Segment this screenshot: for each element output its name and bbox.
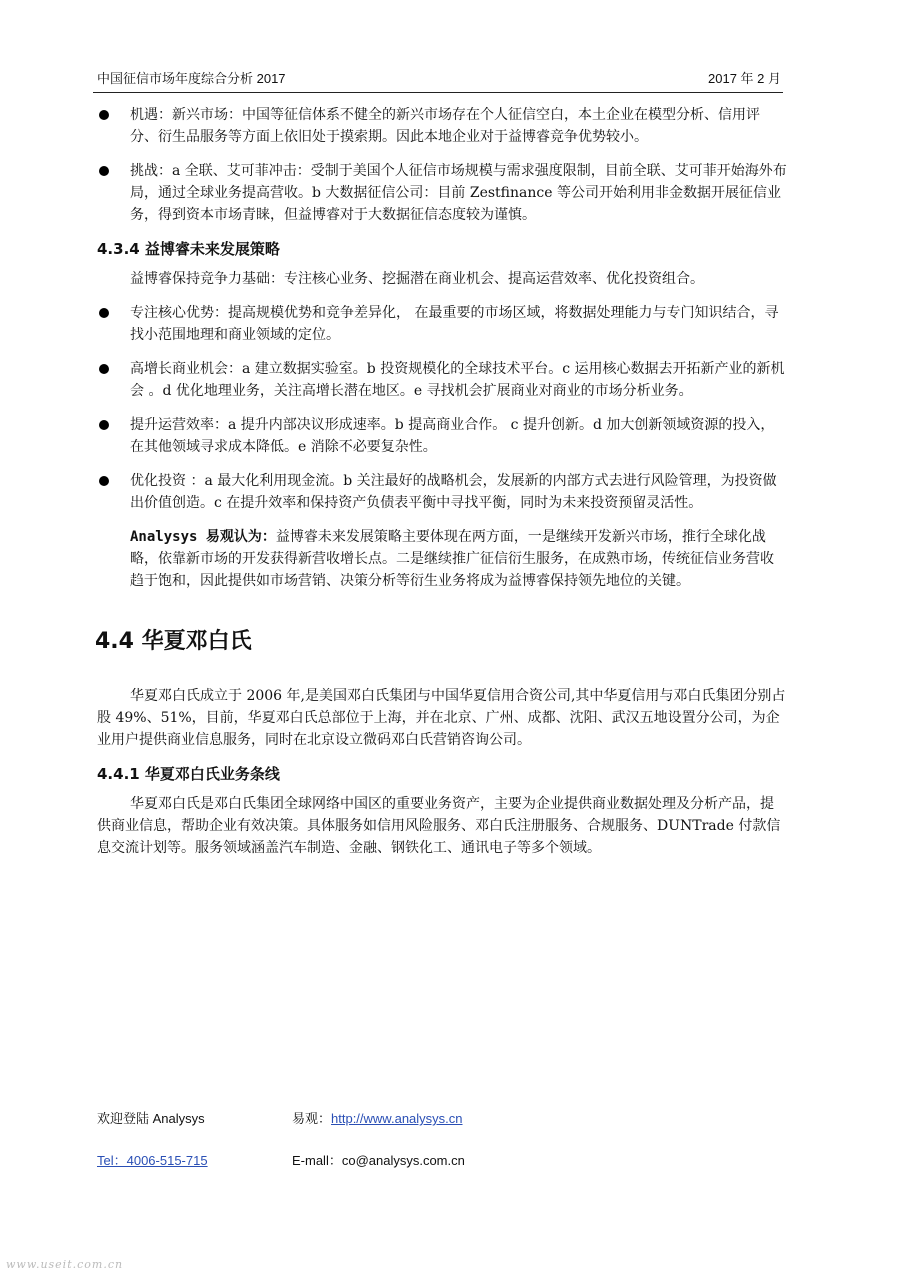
footer-welcome: 欢迎登陆 Analysys <box>97 1111 205 1126</box>
bullet-operational-efficiency <box>97 414 787 458</box>
bullet-text: 挑战：a 全联、艾可菲冲击：受制于美国个人征信市场规模与需求强度限制，目前全联、艾可菲开始海外布局，通过全球业务提高营收。b 大数据征信公司：目前 Zestfinance 等公司开始利用非金数据开展征信业务，得到资本市场青睐，但益博睿对于大数据征信态度较为谨慎。 <box>130 163 787 223</box>
bullet-dot-icon <box>99 166 109 176</box>
footer-email: E-mall：co@analysys.com.cn <box>292 1153 465 1168</box>
bullet-text: 优化投资 ：a 最大化利用现金流。b 关注最好的战略机会，发展新的内部方式去进行风险管理，为投资做出价值创造。c 在提升效率和保持资产负债表平衡中寻找平衡，同时为未来投资预留灵活性。 <box>130 473 777 511</box>
bullet-investment <box>97 470 787 514</box>
footer-site <box>292 1108 463 1127</box>
bullet-text: 高增长商业机会：a 建立数据实验室。b 投资规模化的全球技术平台。c 运用核心数据去开拓新产业的新机会 。d 优化地理业务，关注高增长潜在地区。e 寻找机会扩展商业对商业的市场分析业务。 <box>130 361 785 399</box>
section-paragraph: 华夏邓白氏成立于 2006 年,是美国邓白氏集团与中国华夏信用合资公司,其中华夏信用与邓白氏集团分别占股 49%、51%，目前，华夏邓白氏总部位于上海，并在北京、广州、成都、沈阳、武汉五地设置分公司，为企业用户提供商业信息服务，同时在北京设立微码邓白氏营销咨询公司。 <box>97 688 786 748</box>
bullet-core-advantage <box>97 302 787 346</box>
section-heading-4-4-1: 4.4.1 华夏邓白氏业务条线 <box>97 765 280 783</box>
analyst-note-lead: Analysys 易观认为： <box>130 529 276 545</box>
bullet-dot-icon <box>99 110 109 120</box>
header-date: 2017 年 2 月 <box>708 71 781 86</box>
bullet-text: 提升运营效率：a 提升内部决议形成速率。b 提高商业合作。 c 提升创新。d 加大创新领域资源的投入，在其他领域寻求成本降低。e 消除不必要复杂性。 <box>130 417 775 455</box>
analyst-note <box>97 526 787 592</box>
footer-tel-link[interactable]: Tel：4006-515-715 <box>97 1153 208 1168</box>
bullet-text: 机遇：新兴市场：中国等征信体系不健全的新兴市场存在个人征信空白，本土企业在模型分析、信用评分、衍生品服务等方面上依旧处于摸索期。因此本地企业对于益博睿竞争优势较小。 <box>130 107 760 145</box>
bullet-dot-icon <box>99 420 109 430</box>
bullet-dot-icon <box>99 308 109 318</box>
page-content <box>97 104 787 871</box>
section-heading-4-4: 4.4 华夏邓白氏 <box>95 629 252 654</box>
footer-row <box>97 1108 787 1130</box>
bullet-dot-icon <box>99 476 109 486</box>
watermark: www.useit.com.cn <box>6 1258 124 1271</box>
page-footer <box>97 1108 787 1192</box>
section-paragraph: 华夏邓白氏是邓白氏集团全球网络中国区的重要业务资产，主要为企业提供商业数据处理及分析产品，提供商业信息，帮助企业有效决策。具体服务如信用风险服务、邓白氏注册服务、合规服务、DUNTrade 付款信息交流计划等。服务领域涵盖汽车制造、金融、钢铁化工、通讯电子等多个领域。 <box>97 796 781 856</box>
footer-site-label: 易观： <box>292 1111 332 1126</box>
page-header <box>97 68 781 90</box>
footer-row <box>97 1150 787 1172</box>
section-heading-4-3-4: 4.3.4 益博睿未来发展策略 <box>97 240 280 258</box>
bullet-text: 专注核心优势：提高规模优势和竞争差异化， 在最重要的市场区域，将数据处理能力与专门知识结合，寻找小范围地理和商业领域的定位。 <box>130 305 779 343</box>
header-title: 中国征信市场年度综合分析 2017 <box>97 71 286 86</box>
bullet-challenge <box>97 160 787 226</box>
section-intro: 益博睿保持竞争力基础：专注核心业务、挖掘潜在商业机会、提高运营效率、优化投资组合。 <box>130 271 704 287</box>
bullet-growth-opportunity <box>97 358 787 402</box>
bullet-dot-icon <box>99 364 109 374</box>
header-divider <box>93 92 783 93</box>
footer-site-link[interactable]: http://www.analysys.cn <box>331 1111 463 1126</box>
bullet-opportunity <box>97 104 787 148</box>
analyst-note-text: 益博睿未来发展策略主要体现在两方面，一是继续开发新兴市场，推行全球化战略，依靠新市场的开发获得新营收增长点。二是继续推广征信衍生服务，在成熟市场，传统征信业务营收趋于饱和，因此提供如市场营销、决策分析等衍生业务将成为益博睿保持领先地位的关键。 <box>130 529 774 589</box>
